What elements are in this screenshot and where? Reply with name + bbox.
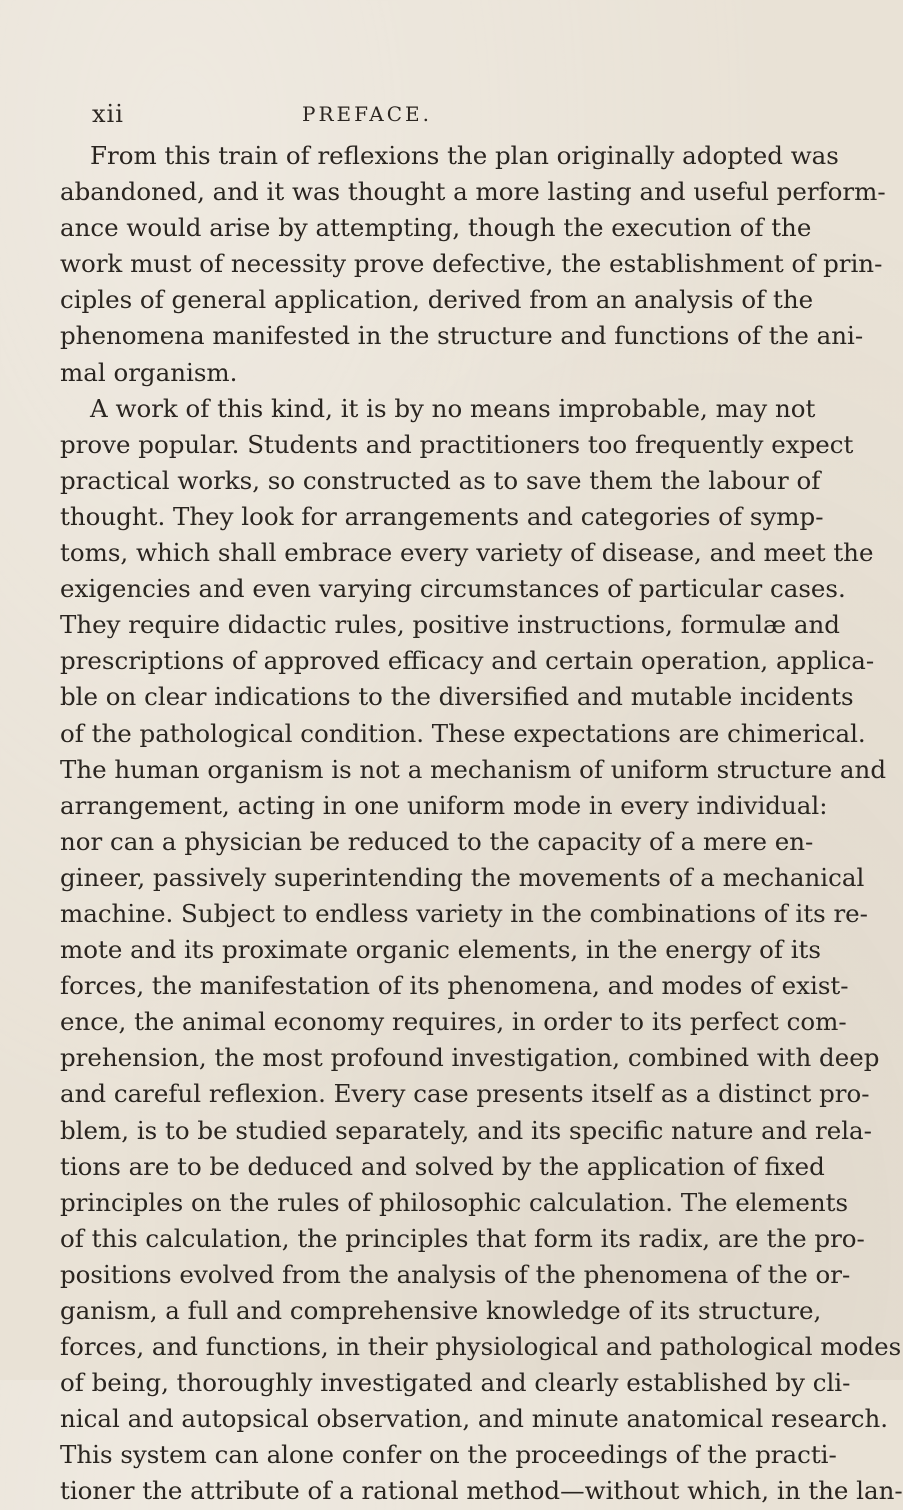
text-line: principles on the rules of philosophic calculation. The elements xyxy=(60,1187,849,1217)
text-line: tions are to be deduced and solved by the application of fixed xyxy=(60,1151,825,1181)
text-line: forces, the manifestation of its phenomena, and modes of exist- xyxy=(60,971,849,1001)
body-text xyxy=(60,138,903,1510)
text-line: of being, thoroughly investigated and clearly established by cli- xyxy=(60,1368,851,1398)
text-line: and careful reflexion. Every case presents itself as a distinct pro- xyxy=(60,1079,870,1109)
text-line: abandoned, and it was thought a more lasting and useful perform- xyxy=(60,177,886,207)
text-line: From this train of reflexions the plan originally adopted was xyxy=(90,141,839,170)
text-line: gineer, passively superintending the movements of a mechanical xyxy=(60,862,865,892)
running-title: PREFACE. xyxy=(302,102,432,126)
page-number: xii xyxy=(92,100,124,128)
text-line: A work of this kind, it is by no means improbable, may not xyxy=(90,393,816,423)
text-line: prehension, the most profound investigation, combined with deep xyxy=(60,1043,880,1073)
text-line: ganism, a full and comprehensive knowledge of its structure, xyxy=(60,1296,822,1325)
text-line: mote and its proximate organic elements, in the energy of its xyxy=(60,935,821,965)
text-line: This system can alone confer on the proceedings of the practi- xyxy=(60,1440,837,1470)
text-line: tioner the attribute of a rational method—without which, in the lan- xyxy=(60,1476,903,1506)
text-line: nor can a physician be reduced to the capacity of a mere en- xyxy=(60,826,814,856)
text-line: forces, and functions, in their physiological and pathological modes xyxy=(60,1332,902,1362)
text-line: prescriptions of approved efficacy and certain operation, applica- xyxy=(60,646,875,676)
text-line: ance would arise by attempting, though the execution of the xyxy=(60,213,812,243)
text-line: work must of necessity prove defective, the establishment of prin- xyxy=(60,249,883,279)
text-line: ciples of general application, derived from an analysis of the xyxy=(60,285,814,315)
text-line: exigencies and even varying circumstances of particular cases. xyxy=(60,574,846,604)
text-line: positions evolved from the analysis of the phenomena of the or- xyxy=(60,1259,851,1289)
text-line: prove popular. Students and practitioners too frequently expect xyxy=(60,429,854,459)
text-line: thought. They look for arrangements and categories of symp- xyxy=(60,501,824,531)
text-line: They require didactic rules, positive instructions, formulæ and xyxy=(60,610,840,640)
text-line: toms, which shall embrace every variety of disease, and meet the xyxy=(60,538,874,568)
text-line: The human organism is not a mechanism of uniform structure and xyxy=(60,754,887,784)
text-line: practical works, so constructed as to save them the labour of xyxy=(60,465,821,495)
text-line: machine. Subject to endless variety in the combinations of its re- xyxy=(60,898,868,928)
text-line: ble on clear indications to the diversified and mutable incidents xyxy=(60,682,854,712)
text-line: ence, the animal economy requires, in order to its perfect com- xyxy=(60,1007,847,1037)
text-line: mal organism. xyxy=(60,357,238,387)
text-line: phenomena manifested in the structure and functions of the ani- xyxy=(60,321,864,351)
text-line: of this calculation, the principles that form its radix, are the pro- xyxy=(60,1223,865,1253)
running-head xyxy=(92,100,712,130)
text-line: arrangement, acting in one uniform mode in every individual: xyxy=(60,790,828,820)
text-line: nical and autopsical observation, and minute anatomical research. xyxy=(60,1404,889,1434)
text-line: blem, is to be studied separately, and its specific nature and rela- xyxy=(60,1115,872,1145)
text-line: of the pathological condition. These expectations are chimerical. xyxy=(60,718,866,748)
